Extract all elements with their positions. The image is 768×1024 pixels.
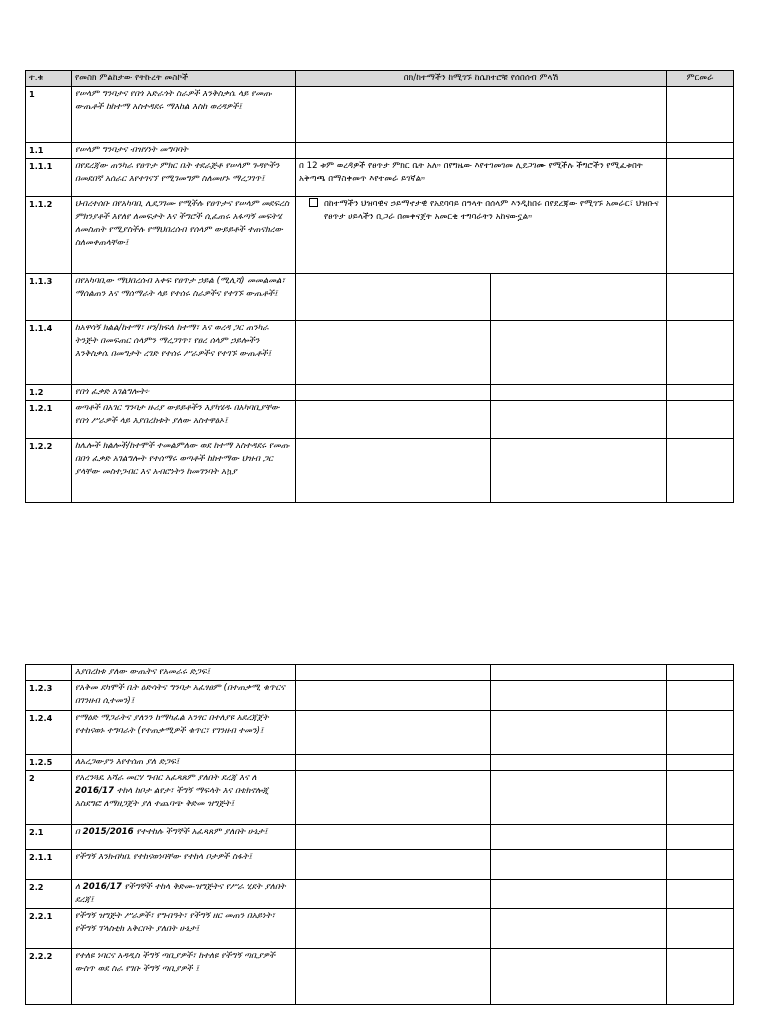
row-number	[26, 665, 72, 681]
row-answer-cell	[296, 321, 491, 385]
row-answer-cell	[296, 771, 491, 825]
table-row	[26, 711, 734, 755]
row-answer-cell	[296, 665, 491, 681]
row-remark-cell	[667, 949, 734, 1005]
table-row	[26, 385, 734, 401]
table-header-row	[26, 71, 734, 87]
row-number: 2.2.2	[26, 949, 72, 1005]
table-row	[26, 949, 734, 1005]
row-focus-text: የሠላም ግንባታና የበጎ አድራጎት ስራዎች እንቅስቃሴ ላይ የመጡ ውጤቶች ከከተማ አስተዳደሩ ማእከል እስከ ወረዳዎች፤	[72, 87, 296, 143]
row-remark-cell	[667, 321, 734, 385]
row-number: 1.1.4	[26, 321, 72, 385]
table-row	[26, 850, 734, 880]
row-focus-text: በ 2015/2016 የተተከሉ ችግኞች አፈጻጸም ያለበት ሁኔታ፤	[72, 825, 296, 850]
row-focus-text: የሠላም ግንባታና ብዝሃነት መግባባት	[72, 143, 296, 159]
table-row	[26, 439, 734, 503]
table-row	[26, 197, 734, 274]
row-remark-cell	[667, 850, 734, 880]
row-answer-cell	[296, 909, 491, 949]
row-remark-cell	[667, 825, 734, 850]
row-focus-text: በየአካባቢው ማህበረሰብ አቀፍ የፀጥታ ኃይል (ሚሊሻ) መመልመል፣ ማሰልጠን እና ማሰማራት ላይ የተሰሩ ስራዎችና የተገኙ ውጤቶች፤	[72, 274, 296, 321]
row-number: 1.2.3	[26, 681, 72, 711]
table-row	[26, 401, 734, 439]
table-row	[26, 665, 734, 681]
row-focus-text: የማዕድ ማጋራትና ያለንን ከማካፈል አንፃር በተለያዩ አደረጃጀት የተከናወኑ ተግባራት (የተጠቃሚዎች ቁጥር፣ የገንዘብ ተመን)፤	[72, 711, 296, 755]
row-answer-cell	[296, 439, 491, 503]
row-answer-extra-cell	[491, 665, 667, 681]
row-number: 1.1	[26, 143, 72, 159]
emphasis: 2016/17	[75, 786, 115, 796]
row-remark-cell	[667, 665, 734, 681]
row-answer-extra-cell	[491, 949, 667, 1005]
assessment-table-top	[25, 70, 734, 503]
emphasis: 2016/17	[82, 882, 122, 892]
row-answer-extra-cell	[491, 880, 667, 909]
row-focus-text: የችግኝ ዝግጅት ሥራዎች፣ የግብዓት፣ የችግኝ ዘር መጠን በአይነት፣ የችግኝ ፕላስቲክ አቅርቦት ያለበት ሁኔታ፤	[72, 909, 296, 949]
row-answer-extra-cell	[491, 771, 667, 825]
header-item: የመስክ ምልከታው የትኩረት መስኮች	[72, 71, 296, 87]
row-remark-cell	[667, 439, 734, 503]
table-row	[26, 143, 734, 159]
row-answer-extra-cell	[491, 321, 667, 385]
row-answer-extra-cell	[491, 850, 667, 880]
row-answer-extra-cell	[491, 681, 667, 711]
row-number: 1.2.5	[26, 755, 72, 771]
row-focus-text: ህብረተሰቡ በየአካባቢ ሊደጋገሙ የሚችሉ የፀጥታና የሠላም መደፍረስ ምክንያቶች እየለየ ለመፍታት እና ችግሮች ሲፈጠሩ አፋጣኝ መፍትሄ ለመስጠት የሚያስችሉ የማህበረሰብ የሰላም ውይይቶች ተጠናክረው ስለመቀጠላቸው፤	[72, 197, 296, 274]
table-row	[26, 825, 734, 850]
row-remark-cell	[667, 401, 734, 439]
row-answer-extra-cell	[491, 385, 667, 401]
row-number: 1.1.2	[26, 197, 72, 274]
row-number: 1.1.1	[26, 159, 72, 197]
row-remark-cell	[667, 771, 734, 825]
row-focus-text: እያበረከቱ ያለው ውጤትና የአመራሩ ድጋፍ፤	[72, 665, 296, 681]
table-row	[26, 755, 734, 771]
row-number: 1.2.1	[26, 401, 72, 439]
row-focus-text: የተለዩ ነባርና አዳዲስ ችግኝ ጣቢያዎች፣ ከተለዩ የችግኝ ጣቢያዎች ውስጥ ወደ ስራ የገቡ ችግኝ ጣቢያዎች ፤	[72, 949, 296, 1005]
row-focus-text: ለአረጋውያን እየተሰጠ ያለ ድጋፍ፤	[72, 755, 296, 771]
table-row	[26, 880, 734, 909]
row-answer-cell	[296, 949, 491, 1005]
row-answer-cell	[296, 711, 491, 755]
row-remark-cell	[667, 681, 734, 711]
row-focus-text: የችግኝ እንክብካቤ የተከናወነባቸው የተከላ ቦታዎች ስፋት፤	[72, 850, 296, 880]
table-row	[26, 321, 734, 385]
row-number: 1	[26, 87, 72, 143]
row-remark-cell	[667, 159, 734, 197]
answer-text: በከተማችን ህዝባዊና ኃይማኖታዊ የአደባባይ በዓላት በሰላም እንዲከበሩ በየደረጃው የሚገኙ አመራር፣ ህዝቡና የፀጥታ ሀይላችን ቢጋራ በመቀናጀት አመርቂ ተግባራትን አከናውኗል።	[324, 199, 659, 222]
row-focus-text: የአረንጓዴ አሻራ መርሃ ግብር አፈጻጸም ያለበት ደረጃ እና ለ 2016/17 ተከላ ከቦታ ልየታ፣ ችግኝ ማፍላት እና በቴክኖሎጂ አስደግፎ ለማዘጋጀት ያለ ተጨባጭ ቅድመ ዝግጅት፤	[72, 771, 296, 825]
row-remark-cell	[667, 385, 734, 401]
row-remark-cell	[667, 87, 734, 143]
row-focus-text: ለ 2016/17 የችግኞች ተከላ ቅድመ-ዝግጅትና የሥራ ሂደት ያለበት ደረጃ፤	[72, 880, 296, 909]
answer-bullet	[299, 198, 663, 224]
row-answer-extra-cell	[491, 439, 667, 503]
row-answer-cell	[296, 274, 491, 321]
row-number: 2	[26, 771, 72, 825]
emphasis: 2015/2016	[82, 827, 134, 837]
row-number: 2.1	[26, 825, 72, 850]
header-answer: በክ/ከተማችን ከሚገኙ ከሴክተሮቹ የሰበሰብ ምላሽ	[296, 71, 667, 87]
row-number: 2.2	[26, 880, 72, 909]
row-number: 2.1.1	[26, 850, 72, 880]
table-row	[26, 681, 734, 711]
row-answer-cell	[296, 880, 491, 909]
row-remark-cell	[667, 909, 734, 949]
table-row	[26, 87, 734, 143]
row-remark-cell	[667, 143, 734, 159]
row-answer-cell	[296, 385, 491, 401]
table-row	[26, 771, 734, 825]
row-answer-cell	[296, 87, 667, 143]
row-focus-text: ወጣቶች በአገር ግንባታ ዙሪያ ውይይቶችን እያካሄዱ በአካባቢያቸው የበጎ ሥራዎች ላይ እያበረከቱት ያለው አስተዋፅኦ፤	[72, 401, 296, 439]
table-row	[26, 159, 734, 197]
row-answer-extra-cell	[491, 755, 667, 771]
row-answer-cell	[296, 197, 667, 274]
header-num: ተ.ቁ	[26, 71, 72, 87]
row-number: 1.2	[26, 385, 72, 401]
row-number: 1.2.4	[26, 711, 72, 755]
row-remark-cell	[667, 755, 734, 771]
row-answer-extra-cell	[491, 274, 667, 321]
row-answer-cell	[296, 825, 491, 850]
checkbox-bullet-icon	[309, 198, 318, 207]
row-remark-cell	[667, 711, 734, 755]
row-answer-cell	[296, 143, 667, 159]
table-row	[26, 274, 734, 321]
row-remark-cell	[667, 197, 734, 274]
row-number: 1.1.3	[26, 274, 72, 321]
row-answer-cell	[296, 850, 491, 880]
row-focus-text: በየደረጃው ጠንካራ የፀጥታ ምክር ቤት ተደራጅቶ የሠላም ጉዳዮችን በመደበኛ አሰራር እየተገናኘ የሚገመግም ስለመሆኑ ማረጋገጥ፤	[72, 159, 296, 197]
row-focus-text: ከአዋሳኝ ክልል/ከተማ፣ ዞን/ክፍለ ከተማ፣ እና ወረዳ ጋር ጠንካራ ትንጅት በመፍጠር ሰላምን ማረጋገጥ፣ የፀረ ሰላም ኃይሎችን እንቅስቃሴ በመግታት ረገድ የተሰሩ ሥራዎችና የተገኙ ውጤቶች፤	[72, 321, 296, 385]
header-remark: ምርመራ	[667, 71, 734, 87]
row-focus-text: የአቅመ ደካሞች ቤት ዕድሳትና ግንባታ አፈፃፀም (በተጠቃሚ ቁጥርና በገንዘብ ሲተመን)፤	[72, 681, 296, 711]
row-answer-extra-cell	[491, 909, 667, 949]
row-focus-text: የበጎ ፈቃድ አገልግሎት፦	[72, 385, 296, 401]
table-row	[26, 909, 734, 949]
row-answer-extra-cell	[491, 825, 667, 850]
row-answer-extra-cell	[491, 711, 667, 755]
row-number: 2.2.1	[26, 909, 72, 949]
row-number: 1.2.2	[26, 439, 72, 503]
row-answer-cell	[296, 681, 491, 711]
row-focus-text: ከሌሎች ክልሎች/ከተሞች ተመልምለው ወደ ከተማ አስተዳደሩ የመጡ በበጎ ፈቃድ አገልግሎት የተሰማሩ ወጣቶች ከከተማው ህዝብ ጋር ያላቸው መስተጋብር እና አብሮነትን ከመገንባት አኳያ	[72, 439, 296, 503]
row-remark-cell	[667, 274, 734, 321]
assessment-table-bottom	[25, 664, 734, 1005]
row-remark-cell	[667, 880, 734, 909]
row-answer-extra-cell	[491, 401, 667, 439]
row-answer-cell	[296, 401, 491, 439]
row-answer-cell: በ 12 ቱም ወረዳዎች የፀጥታ ምክር ቤት አለ። በየግዜው እየተገመገመ ሊደጋገሙ የሚችሉ ችግሮችን የሚፈቱበት አቅጣጫ በማስቀመጥ እየተመራ ይገኛል።	[296, 159, 667, 197]
row-answer-cell	[296, 755, 491, 771]
